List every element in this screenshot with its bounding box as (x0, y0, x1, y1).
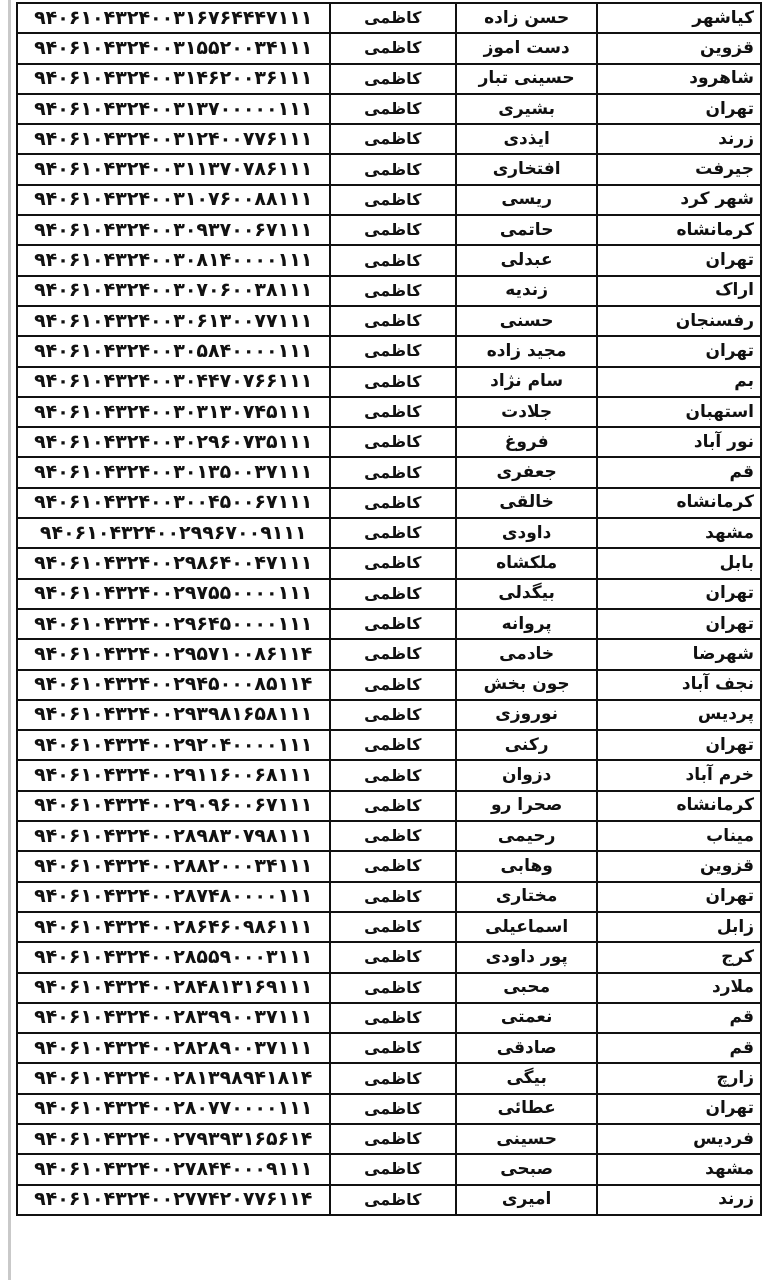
city-cell: اراک (597, 276, 761, 306)
table-row (17, 367, 761, 397)
company-cell: کاظمی (330, 336, 456, 366)
city-cell: جیرفت (597, 154, 761, 184)
company-cell: کاظمی (330, 1003, 456, 1033)
code-cell: ۹۴۰۶۱۰۴۳۲۴۰۰۲۷۹۳۹۳۱۶۵۶۱۴ (17, 1124, 330, 1154)
company-cell: کاظمی (330, 276, 456, 306)
table-row (17, 579, 761, 609)
company-cell: کاظمی (330, 215, 456, 245)
city-cell: تهران (597, 336, 761, 366)
city-cell: کرمانشاه (597, 791, 761, 821)
city-cell: مشهد (597, 518, 761, 548)
code-cell: ۹۴۰۶۱۰۴۳۲۴۰۰۲۸۸۲۰۰۰۳۴۱۱۱ (17, 851, 330, 881)
city-cell: زارچ (597, 1063, 761, 1093)
city-cell: تهران (597, 245, 761, 275)
table-row (17, 3, 761, 33)
code-cell: ۹۴۰۶۱۰۴۳۲۴۰۰۳۱۶۷۶۴۴۴۷۱۱۱ (17, 3, 330, 33)
table-row (17, 276, 761, 306)
name-cell: رحیمی (456, 821, 597, 851)
table-row (17, 397, 761, 427)
table-row (17, 821, 761, 851)
city-cell: تهران (597, 1094, 761, 1124)
company-cell: کاظمی (330, 64, 456, 94)
table-row (17, 791, 761, 821)
name-cell: ملکشاه (456, 548, 597, 578)
name-cell: حاتمی (456, 215, 597, 245)
code-cell: ۹۴۰۶۱۰۴۳۲۴۰۰۳۱۱۳۷۰۷۸۶۱۱۱ (17, 154, 330, 184)
company-cell: کاظمی (330, 882, 456, 912)
code-cell: ۹۴۰۶۱۰۴۳۲۴۰۰۲۷۷۴۲۰۷۷۶۱۱۴ (17, 1185, 330, 1215)
company-cell: کاظمی (330, 579, 456, 609)
company-cell: کاظمی (330, 33, 456, 63)
table-row (17, 1094, 761, 1124)
table-row (17, 1124, 761, 1154)
code-cell: ۹۴۰۶۱۰۴۳۲۴۰۰۲۸۳۹۹۰۰۳۷۱۱۱ (17, 1003, 330, 1033)
table-row (17, 457, 761, 487)
company-cell: کاظمی (330, 1124, 456, 1154)
name-cell: جون بخش (456, 670, 597, 700)
city-cell: خرم آباد (597, 760, 761, 790)
city-cell: قم (597, 1033, 761, 1063)
company-cell: کاظمی (330, 1154, 456, 1184)
name-cell: دزوان (456, 760, 597, 790)
table-row (17, 1063, 761, 1093)
table-row (17, 1003, 761, 1033)
city-cell: قم (597, 457, 761, 487)
code-cell: ۹۴۰۶۱۰۴۳۲۴۰۰۳۱۳۷۰۰۰۰۰۱۱۱ (17, 94, 330, 124)
code-cell: ۹۴۰۶۱۰۴۳۲۴۰۰۲۸۹۸۳۰۷۹۸۱۱۱ (17, 821, 330, 851)
name-cell: بیگی (456, 1063, 597, 1093)
table-row (17, 64, 761, 94)
company-cell: کاظمی (330, 94, 456, 124)
code-cell: ۹۴۰۶۱۰۴۳۲۴۰۰۲۸۴۸۱۳۱۶۹۱۱۱ (17, 973, 330, 1003)
table-row (17, 548, 761, 578)
company-cell: کاظمی (330, 670, 456, 700)
page-edge-shadow (8, 0, 11, 1280)
name-cell: دست اموز (456, 33, 597, 63)
city-cell: تهران (597, 730, 761, 760)
city-cell: کرمانشاه (597, 488, 761, 518)
name-cell: پروانه (456, 609, 597, 639)
city-cell: تهران (597, 94, 761, 124)
name-cell: جلادت (456, 397, 597, 427)
table-row (17, 518, 761, 548)
city-cell: زابل (597, 912, 761, 942)
code-cell: ۹۴۰۶۱۰۴۳۲۴۰۰۲۹۹۶۷۰۰۹۱۱۱ (17, 518, 330, 548)
company-cell: کاظمی (330, 397, 456, 427)
code-cell: ۹۴۰۶۱۰۴۳۲۴۰۰۳۱۵۵۲۰۰۳۴۱۱۱ (17, 33, 330, 63)
name-cell: نوروزی (456, 700, 597, 730)
code-cell: ۹۴۰۶۱۰۴۳۲۴۰۰۲۸۲۸۹۰۰۳۷۱۱۱ (17, 1033, 330, 1063)
name-cell: ایذدی (456, 124, 597, 154)
city-cell: نور آباد (597, 427, 761, 457)
name-cell: خالقی (456, 488, 597, 518)
name-cell: ریسی (456, 185, 597, 215)
code-cell: ۹۴۰۶۱۰۴۳۲۴۰۰۲۹۷۵۵۰۰۰۰۱۱۱ (17, 579, 330, 609)
city-cell: پردیس (597, 700, 761, 730)
company-cell: کاظمی (330, 367, 456, 397)
document-sheet (16, 2, 762, 1216)
city-cell: رفسنجان (597, 306, 761, 336)
city-cell: بم (597, 367, 761, 397)
table-row (17, 336, 761, 366)
table-row (17, 912, 761, 942)
company-cell: کاظمی (330, 760, 456, 790)
city-cell: زرند (597, 124, 761, 154)
city-cell: استهبان (597, 397, 761, 427)
table-row (17, 1154, 761, 1184)
table-row (17, 851, 761, 881)
code-cell: ۹۴۰۶۱۰۴۳۲۴۰۰۲۸۰۷۷۰۰۰۰۱۱۱ (17, 1094, 330, 1124)
code-cell: ۹۴۰۶۱۰۴۳۲۴۰۰۲۹۶۴۵۰۰۰۰۱۱۱ (17, 609, 330, 639)
company-cell: کاظمی (330, 488, 456, 518)
name-cell: حسینی تبار (456, 64, 597, 94)
city-cell: مشهد (597, 1154, 761, 1184)
table-row (17, 154, 761, 184)
code-cell: ۹۴۰۶۱۰۴۳۲۴۰۰۲۸۷۴۸۰۰۰۰۱۱۱ (17, 882, 330, 912)
code-cell: ۹۴۰۶۱۰۴۳۲۴۰۰۳۰۱۳۵۰۰۳۷۱۱۱ (17, 457, 330, 487)
table-row (17, 730, 761, 760)
code-cell: ۹۴۰۶۱۰۴۳۲۴۰۰۳۰۲۹۶۰۷۳۵۱۱۱ (17, 427, 330, 457)
code-cell: ۹۴۰۶۱۰۴۳۲۴۰۰۳۱۲۴۰۰۷۷۶۱۱۱ (17, 124, 330, 154)
company-cell: کاظمی (330, 973, 456, 1003)
city-cell: قزوین (597, 33, 761, 63)
name-cell: حسن زاده (456, 3, 597, 33)
company-cell: کاظمی (330, 1063, 456, 1093)
table-row (17, 760, 761, 790)
code-cell: ۹۴۰۶۱۰۴۳۲۴۰۰۳۰۳۱۳۰۷۴۵۱۱۱ (17, 397, 330, 427)
table-row (17, 427, 761, 457)
code-cell: ۹۴۰۶۱۰۴۳۲۴۰۰۳۰۴۴۷۰۷۶۶۱۱۱ (17, 367, 330, 397)
name-cell: وهابی (456, 851, 597, 881)
table-row (17, 700, 761, 730)
name-cell: امیری (456, 1185, 597, 1215)
code-cell: ۹۴۰۶۱۰۴۳۲۴۰۰۲۹۵۷۱۰۰۸۶۱۱۴ (17, 639, 330, 669)
company-cell: کاظمی (330, 851, 456, 881)
code-cell: ۹۴۰۶۱۰۴۳۲۴۰۰۲۹۸۶۴۰۰۴۷۱۱۱ (17, 548, 330, 578)
company-cell: کاظمی (330, 427, 456, 457)
company-cell: کاظمی (330, 457, 456, 487)
company-cell: کاظمی (330, 700, 456, 730)
code-cell: ۹۴۰۶۱۰۴۳۲۴۰۰۲۹۳۹۸۱۶۵۸۱۱۱ (17, 700, 330, 730)
records-table-body (17, 3, 761, 1215)
company-cell: کاظمی (330, 1033, 456, 1063)
name-cell: سام نژاد (456, 367, 597, 397)
name-cell: جعفری (456, 457, 597, 487)
table-row (17, 973, 761, 1003)
city-cell: قزوین (597, 851, 761, 881)
code-cell: ۹۴۰۶۱۰۴۳۲۴۰۰۲۹۰۹۶۰۰۶۷۱۱۱ (17, 791, 330, 821)
name-cell: بیگدلی (456, 579, 597, 609)
code-cell: ۹۴۰۶۱۰۴۳۲۴۰۰۳۰۸۱۴۰۰۰۰۱۱۱ (17, 245, 330, 275)
company-cell: کاظمی (330, 609, 456, 639)
name-cell: عطائی (456, 1094, 597, 1124)
company-cell: کاظمی (330, 154, 456, 184)
code-cell: ۹۴۰۶۱۰۴۳۲۴۰۰۲۸۵۵۹۰۰۰۳۱۱۱ (17, 942, 330, 972)
name-cell: صبحی (456, 1154, 597, 1184)
city-cell: کیاشهر (597, 3, 761, 33)
code-cell: ۹۴۰۶۱۰۴۳۲۴۰۰۳۱۴۶۲۰۰۳۶۱۱۱ (17, 64, 330, 94)
code-cell: ۹۴۰۶۱۰۴۳۲۴۰۰۳۰۷۰۶۰۰۳۸۱۱۱ (17, 276, 330, 306)
name-cell: اسماعیلی (456, 912, 597, 942)
city-cell: میناب (597, 821, 761, 851)
table-row (17, 306, 761, 336)
table-row (17, 215, 761, 245)
code-cell: ۹۴۰۶۱۰۴۳۲۴۰۰۲۷۸۴۴۰۰۰۹۱۱۱ (17, 1154, 330, 1184)
table-row (17, 488, 761, 518)
name-cell: فروغ (456, 427, 597, 457)
code-cell: ۹۴۰۶۱۰۴۳۲۴۰۰۲۸۶۴۶۰۹۸۶۱۱۱ (17, 912, 330, 942)
table-row (17, 94, 761, 124)
table-row (17, 33, 761, 63)
code-cell: ۹۴۰۶۱۰۴۳۲۴۰۰۲۹۴۵۰۰۰۸۵۱۱۴ (17, 670, 330, 700)
city-cell: قم (597, 1003, 761, 1033)
city-cell: کرمانشاه (597, 215, 761, 245)
city-cell: فردیس (597, 1124, 761, 1154)
city-cell: شاهرود (597, 64, 761, 94)
city-cell: تهران (597, 579, 761, 609)
code-cell: ۹۴۰۶۱۰۴۳۲۴۰۰۳۰۵۸۴۰۰۰۰۱۱۱ (17, 336, 330, 366)
city-cell: شهرضا (597, 639, 761, 669)
company-cell: کاظمی (330, 821, 456, 851)
code-cell: ۹۴۰۶۱۰۴۳۲۴۰۰۲۹۲۰۴۰۰۰۰۱۱۱ (17, 730, 330, 760)
code-cell: ۹۴۰۶۱۰۴۳۲۴۰۰۲۸۱۳۹۸۹۴۱۸۱۴ (17, 1063, 330, 1093)
table-row (17, 124, 761, 154)
city-cell: شهر کرد (597, 185, 761, 215)
table-row (17, 942, 761, 972)
name-cell: پور داودی (456, 942, 597, 972)
table-row (17, 185, 761, 215)
name-cell: رکنی (456, 730, 597, 760)
company-cell: کاظمی (330, 124, 456, 154)
company-cell: کاظمی (330, 306, 456, 336)
company-cell: کاظمی (330, 1094, 456, 1124)
company-cell: کاظمی (330, 185, 456, 215)
name-cell: عبدلی (456, 245, 597, 275)
city-cell: نجف آباد (597, 670, 761, 700)
company-cell: کاظمی (330, 3, 456, 33)
name-cell: حسنی (456, 306, 597, 336)
city-cell: زرند (597, 1185, 761, 1215)
company-cell: کاظمی (330, 1185, 456, 1215)
city-cell: بابل (597, 548, 761, 578)
company-cell: کاظمی (330, 942, 456, 972)
city-cell: کرج (597, 942, 761, 972)
code-cell: ۹۴۰۶۱۰۴۳۲۴۰۰۳۰۶۱۳۰۰۷۷۱۱۱ (17, 306, 330, 336)
table-row (17, 882, 761, 912)
code-cell: ۹۴۰۶۱۰۴۳۲۴۰۰۳۰۹۳۷۰۰۶۷۱۱۱ (17, 215, 330, 245)
name-cell: خادمی (456, 639, 597, 669)
name-cell: محبی (456, 973, 597, 1003)
city-cell: تهران (597, 882, 761, 912)
name-cell: صادقی (456, 1033, 597, 1063)
records-table (16, 2, 762, 1216)
table-row (17, 639, 761, 669)
city-cell: ملارد (597, 973, 761, 1003)
company-cell: کاظمی (330, 518, 456, 548)
company-cell: کاظمی (330, 639, 456, 669)
name-cell: بشیری (456, 94, 597, 124)
table-row (17, 1033, 761, 1063)
company-cell: کاظمی (330, 245, 456, 275)
company-cell: کاظمی (330, 791, 456, 821)
code-cell: ۹۴۰۶۱۰۴۳۲۴۰۰۳۱۰۷۶۰۰۸۸۱۱۱ (17, 185, 330, 215)
name-cell: نعمتی (456, 1003, 597, 1033)
table-row (17, 245, 761, 275)
code-cell: ۹۴۰۶۱۰۴۳۲۴۰۰۲۹۱۱۶۰۰۶۸۱۱۱ (17, 760, 330, 790)
company-cell: کاظمی (330, 548, 456, 578)
name-cell: صحرا رو (456, 791, 597, 821)
company-cell: کاظمی (330, 730, 456, 760)
name-cell: حسینی (456, 1124, 597, 1154)
name-cell: داودی (456, 518, 597, 548)
company-cell: کاظمی (330, 912, 456, 942)
table-row (17, 609, 761, 639)
table-row (17, 1185, 761, 1215)
name-cell: افتخاری (456, 154, 597, 184)
city-cell: تهران (597, 609, 761, 639)
name-cell: مختاری (456, 882, 597, 912)
table-row (17, 670, 761, 700)
name-cell: مجید زاده (456, 336, 597, 366)
code-cell: ۹۴۰۶۱۰۴۳۲۴۰۰۳۰۰۴۵۰۰۶۷۱۱۱ (17, 488, 330, 518)
name-cell: زندیه (456, 276, 597, 306)
